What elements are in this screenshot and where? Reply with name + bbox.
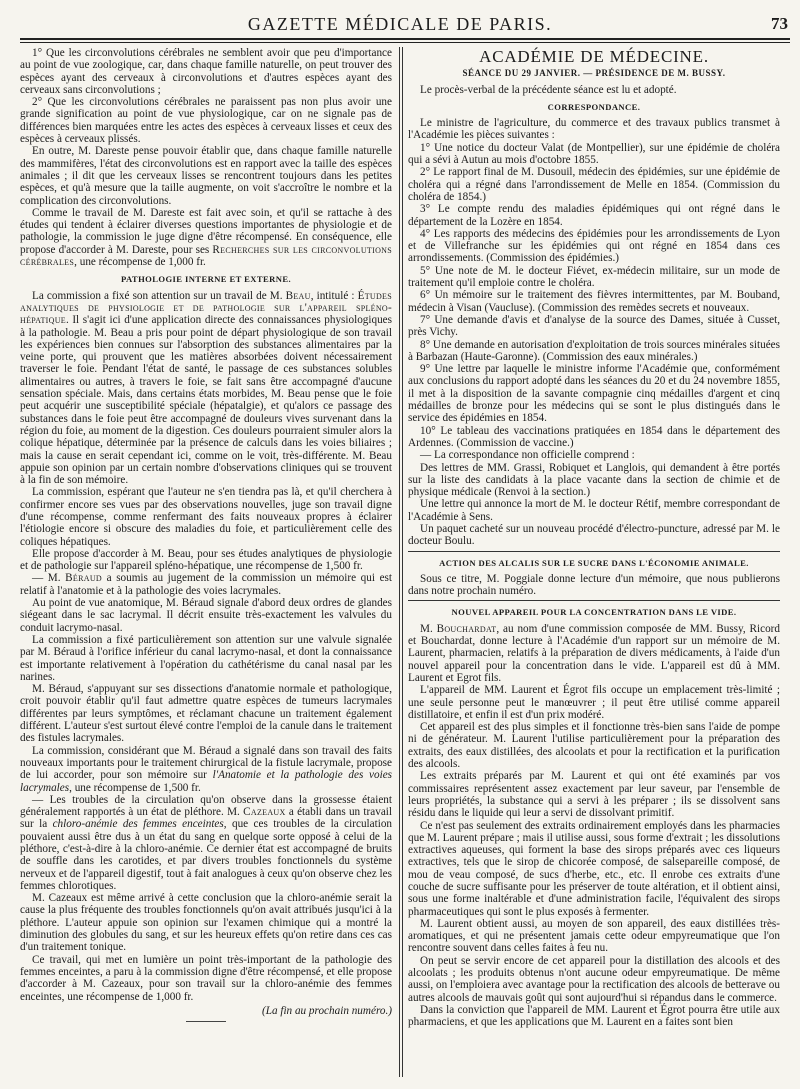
section-rule	[408, 551, 780, 552]
paragraph: Ce travail, qui met en lumière un point très-important de la pathologie des femmes enceintes, a paru à la commission digne d'être récompensé, et elle propose d'accorder à M. Cazeaux, pour son travail sur la chloro-anémie des femmes enceintes, une récompense de 1,000 fr.	[20, 953, 392, 1003]
end-rule	[186, 1021, 226, 1022]
text-run: Comme le travail de M. Dareste est fait avec soin, et qu'il se rattache à des études qui tendent à éclairer diverses questions importantes de physiologie et de pathologie, la commission le juge digne d'être récompensé. En conséquence, elle propose d'accorder à M. Dareste, pour ses	[20, 206, 392, 256]
work-title: l'Anatomie et la pathologie des voies lacrymales	[20, 769, 392, 794]
paragraph: 5° Une note de M. le docteur Fiévet, ex-médecin militaire, sur un mode de traitement qu'il emploie contre le choléra.	[408, 264, 780, 290]
text-run: La commission, considérant que M. Béraud a signalé dans son travail des faits nouveaux importants pour le traitement chirurgical de la fistule lacrymale, propose de lui accorder, pour son mémoire sur	[20, 744, 392, 782]
author-name: Cazeaux	[243, 806, 286, 819]
text-run: a soumis au jugement de la commission un mémoire qui est relatif à l'anatomie et à la pathologie des voies lacrymales.	[20, 572, 392, 597]
section-heading: CORRESPONDANCE.	[547, 101, 641, 112]
text-run: La commission a fixé son attention sur un travail de M.	[32, 289, 286, 302]
paragraph	[20, 572, 392, 597]
paragraph: Des lettres de MM. Grassi, Robiquet et Langlois, qui demandent à être portés sur la liste des candidats à la place vacante dans la section de chimie et de physique médicale (Renvoi à la section.)	[408, 461, 780, 499]
paragraph: M. Laurent obtient aussi, au moyen de son appareil, des eaux distillées très-aromatiques, et qui ne présentent jamais cette odeur empyreumatique que l'on rencontre souvent dans celles faites à feu nu.	[408, 917, 780, 955]
work-title: Études analytiques de physiologie et de pathologie sur l'appareil spléno-hépatique	[20, 289, 392, 327]
paragraph: 6° Un mémoire sur le traitement des fièvres intermittentes, par M. Bouband, médecin à Visan (Vaucluse). (Commission des remèdes secrets et nouveaux.	[408, 289, 780, 314]
section-heading: NOUVEL APPAREIL POUR LA CONCENTRATION DANS LE VIDE.	[451, 607, 737, 618]
header-rule-thin	[20, 42, 790, 43]
text-run: , une récompense de 1,000 fr.	[74, 256, 206, 269]
section-title: ACADÉMIE DE MÉDECINE.	[479, 47, 709, 66]
header-rule	[20, 38, 790, 40]
paragraph	[20, 794, 392, 892]
paragraph: Cet appareil est des plus simples et il fonctionne très-bien sans l'aide de pompe ni de générateur. M. Laurent l'utilise particulièrement pour la préparation des extraits, des eaux distillées, des alcoolats et pour la rectification et la purification des alcools.	[408, 721, 780, 771]
paragraph: On peut se servir encore de cet appareil pour la distillation des alcools et des alcoolats ; les produits obtenus n'ont aucune odeur empyreumatique. De même aussi, on l'emploiera avec avantage pour la rectification des alcools de betterave ou autres alcools de mauvais goût qui sont aujourd'hui si répandus dans le commerce.	[408, 954, 780, 1004]
section-rule	[408, 600, 780, 601]
session-heading: SÉANCE DU 29 JANVIER. — PRÉSIDENCE DE M. BUSSY.	[462, 68, 726, 79]
paragraph: Au point de vue anatomique, M. Béraud signale d'abord deux ordres de glandes siégeant dans le sac lacrymal. Il décrit ensuite très-exactement les valvules du conduit lacrymo-nasal.	[20, 597, 392, 634]
paragraph	[20, 207, 392, 268]
paragraph: 1° Une notice du docteur Valat (de Montpellier), sur une épidémie de choléra qui a sévi à Autun au mois d'octobre 1855.	[408, 141, 780, 167]
work-title: chloro-anémie des femmes enceintes	[52, 818, 224, 831]
paragraph: L'appareil de MM. Laurent et Égrot fils occupe un emplacement très-limité ; une seule personne peut le manœuvrer ; il peut être utilisé comme appareil distillatoire, et enfin il est d'un prix modéré.	[408, 684, 780, 721]
paragraph: La commission, espérant que l'auteur ne s'en tiendra pas là, et qu'il cherchera à confirmer encore ses vues par des observations nouvelles, juge son travail digne d'une récompense, comme renfermant des faits nouveaux propres à éclairer l'étiologie encore si obscure des maladies du foie, et particulièrement celle des coliques hépatiques.	[20, 486, 392, 548]
section-heading: PATHOLOGIE INTERNE ET EXTERNE.	[120, 274, 292, 285]
paragraph: 2° Que les circonvolutions cérébrales ne paraissent pas non plus avoir une grande signification au point de vue physiologique, car on ne signale pas de différences bien marquées entre les actes des espèces à cerveaux lisses et ceux des espèces à cerveaux plissés.	[20, 96, 392, 146]
continuation-note: (La fin au prochain numéro.)	[262, 1004, 392, 1017]
author-name: Beau	[285, 289, 311, 302]
paragraph: Le procès-verbal de la précédente séance est lu et adopté.	[420, 83, 677, 96]
author-name: Béraud	[65, 572, 102, 585]
paragraph: 8° Une demande en autorisation d'exploitation de trois sources minérales situées à Barbazan (Haute-Garonne). (Commission des eaux minérales.)	[408, 338, 780, 363]
column-divider-second	[402, 47, 403, 1077]
text-run: — Les troubles de la circulation qu'on observe dans la grossesse étaient généralement rapportés à un état de pléthore. M.	[20, 793, 392, 819]
page-number: 73	[771, 14, 788, 33]
text-run: , intitulé :	[310, 289, 358, 302]
paragraph: Les extraits préparés par M. Laurent et qui ont été examinés par vos commissaires représentent assez exactement par leur saveur, par l'ensemble de leurs propriétés, la substance qui a servi à les préparer ; ils se dissolvent sans résidu dans le liquide qui leur a servi de dissolvant primitif.	[408, 770, 780, 820]
paragraph: Dans la conviction que l'appareil de MM. Laurent et Égrot pourra être utile aux pharmaciens, et que les applications que M. Laurent en a faites sont bien	[408, 1003, 780, 1029]
right-column	[408, 47, 780, 1075]
paragraph: Le ministre de l'agriculture, du commerce et des travaux publics transmet à l'Académie les pièces suivantes :	[408, 117, 780, 142]
paragraph: M. Cazeaux est même arrivé à cette conclusion que la chloro-anémie serait la cause la plus fréquente des troubles fonctionnels qu'on avait attribués jusqu'ici à la pléthore. L'auteur appuie son opinion sur l'examen chimique qui a montré la diminution des globules du sang, et sur les heureux effets qu'on retire dans ces cas d'un traitement tonique.	[20, 892, 392, 954]
paragraph: Elle propose d'accorder à M. Beau, pour ses études analytiques de physiologie et de pathologie sur l'appareil spléno-hépatique, une récompense de 1,500 fr.	[20, 547, 392, 573]
paragraph: 3° Le compte rendu des maladies épidémiques qui ont régné dans le département de la Lozère en 1854.	[408, 203, 780, 228]
text-run: a établi dans un travail sur la	[20, 806, 392, 831]
paragraph: Un paquet cacheté sur un nouveau procédé d'électro-puncture, adressé par M. le docteur Boulu.	[408, 522, 780, 548]
paragraph	[20, 745, 392, 794]
paragraph: En outre, M. Dareste pense pouvoir établir que, dans chaque famille naturelle des mammifères, l'état des circonvolutions est en rapport avec la taille des espèces animales ; il dit que les cerveaux lisses se rencontrent toujours dans les petites espèces, et qu'à mesure que la taille augmente, on voit s'accroître le nombre et la complication des circonvolutions.	[20, 145, 392, 207]
text-run: , au nom d'une commission composée de MM. Bussy, Ricord et Bouchardat, donne lecture à l'Académie d'un rapport sur un mémoire de M. Laurent, pharmacien, relatifs à la préparation de divers médicaments, à l'aide d'un nouvel appareil pour la concentration dans le vide. L'appareil est dû à MM. Laurent et Egrot fils.	[408, 622, 780, 684]
paragraph: 4° Les rapports des médecins des épidémies pour les arrondissements de Lyon et de Villefranche sur les épidémies qui ont régné en 1854 dans ces arrondissements. (Commission des épidémies.)	[408, 227, 780, 265]
text-run: , une récompense de 1,500 fr.	[69, 781, 201, 794]
paragraph	[20, 290, 392, 487]
text-run: . Il s'agit ici d'une application directe des connaissances physiologiques à la pathologie. M. Beau a pris pour point de départ physiologique de son travail les expériences bien connues sur l'absorption des substances alimentaires par la veine porte, qui prouvent que les matières absorbées doivent nécessairement traverser le foie. Pendant l'état de santé, le passage de ces substances solubles alimentaires ou autres, à travers le foie, se fait sans être accompagné d'aucune sensation spéciale. Mais, dans certains états morbides, M. Beau pense que le foie peut acquérir une susceptibilité spéciale (hépatalgie), et qu'alors ce passage des substances dans le foie peut être accompagné de douleurs vives survenant dans la région du foie, au moment de la digestion. Ces douleurs pourraient simuler alors la colique hépatique, déterminée par la présence de calculs dans les voies biliaires ; mais la cause en serait cependant ici, comme on le voit, très-différente. M. Beau appuie son opinion par un certain nombre d'observations cliniques qui se trouvent à la fin de son mémoire.	[20, 314, 392, 487]
paragraph: Ce n'est pas seulement des extraits ordinairement employés dans les pharmacies que M. Laurent prépare ; mais il utilise aussi, sous forme d'extrait ; les dissolutions extractives aqueuses, qui forment la base des sirops préparés avec ces liqueurs extractives, tels que le sirop de chicorée composé, de salsepareille composé, de mou de veau composé, de sucs d'herbe, etc., etc. Il enrobe ces extraits d'une couche de sucre suffisante pour les préserver de toute altération, et il obtient ainsi, sous une forme inaltérable et d'une administration facile, l'équivalent des sirops pharmaceutiques qui sont le plus exposés à fermenter.	[408, 819, 780, 918]
paragraph: La commission a fixé particulièrement son attention sur une valvule signalée par M. Béraud à l'orifice inférieur du canal lacrymo-nasal, et dont la connaissance est importante relativement à l'opération du cathétérisme du canal nasal par les narines.	[20, 633, 392, 683]
paragraph: 2° Le rapport final de M. Dusouil, médecin des épidémies, sur une épidémie de choléra qui a régné dans l'arrondissement de Melle en 1854. (Commission du choléra de 1854.)	[408, 166, 780, 203]
paragraph: 1° Que les circonvolutions cérébrales ne semblent avoir que peu d'importance au point de vue zoologique, car, dans chaque famille naturelle, on peut trouver des espèces ayant des cerveaux à circonvolutions et d'autres espèces ayant des cerveaux sans circonvolutions ;	[20, 47, 392, 96]
section-heading: ACTION DES ALCALIS SUR LE SUCRE DANS L'ÉCONOMIE ANIMALE.	[439, 557, 749, 568]
paragraph: 10° Le tableau des vaccinations pratiquées en 1854 dans le département des Ardennes. (Commission de vaccine.)	[408, 424, 780, 449]
paragraph: 9° Une lettre par laquelle le ministre informe l'Académie que, conformément aux conclusions du rapport adopté dans les séances du 20 et du 24 novembre 1855, il met à la disposition de la savante compagnie cinq médailles d'argent et cinq médailles de bronze pour les médecins qui se sont le plus distingués dans le service des épidémies en 1854.	[408, 363, 780, 425]
paragraph: Une lettre qui annonce la mort de M. le docteur Rétif, membre correspondant de l'Académie à Sens.	[408, 498, 780, 523]
page-title: GAZETTE MÉDICALE DE PARIS.	[247, 14, 553, 34]
masthead	[0, 14, 800, 40]
author-name: Bouchardat	[436, 622, 497, 635]
text-run: , que ces troubles de la circulation pouvaient aussi être dus à un état du sang en quelque sorte opposé à celui de la pléthore, c'est-à-dire à la chloro-anémie. Ce dernier état est accompagné de bruits de souffle dans les carotides, et par divers troubles fonctionnels du système nerveux et de l'appareil digestif, tout à fait analogues à ceux qu'on observe chez les femmes chlorotiques.	[20, 818, 392, 892]
left-column	[20, 47, 392, 1075]
paragraph: M. Béraud, s'appuyant sur ses dissections d'anatomie normale et pathologique, croit pouvoir établir qu'il faut admettre quatre espèces de tumeurs lacrymales différentes par leurs symptômes, et réclamant chacune un traitement également différent. L'auteur s'est surtout élevé contre l'emploi de la canule dans le traitement des fistules lacrymales.	[20, 683, 392, 745]
paragraph: 7° Une demande d'avis et d'analyse de la source des Dames, située à Cusset, près Vichy.	[408, 313, 780, 339]
paragraph: Sous ce titre, M. Poggiale donne lecture d'un mémoire, que nous publierons dans notre prochain numéro.	[408, 572, 780, 598]
paragraph	[408, 623, 780, 684]
column-divider	[399, 47, 400, 1077]
paragraph: — La correspondance non officielle comprend :	[420, 449, 635, 462]
text-run: M.	[420, 622, 437, 635]
text-run: — M.	[32, 572, 66, 585]
work-title: Recherches sur les circonvolutions cérébrales	[20, 243, 392, 269]
